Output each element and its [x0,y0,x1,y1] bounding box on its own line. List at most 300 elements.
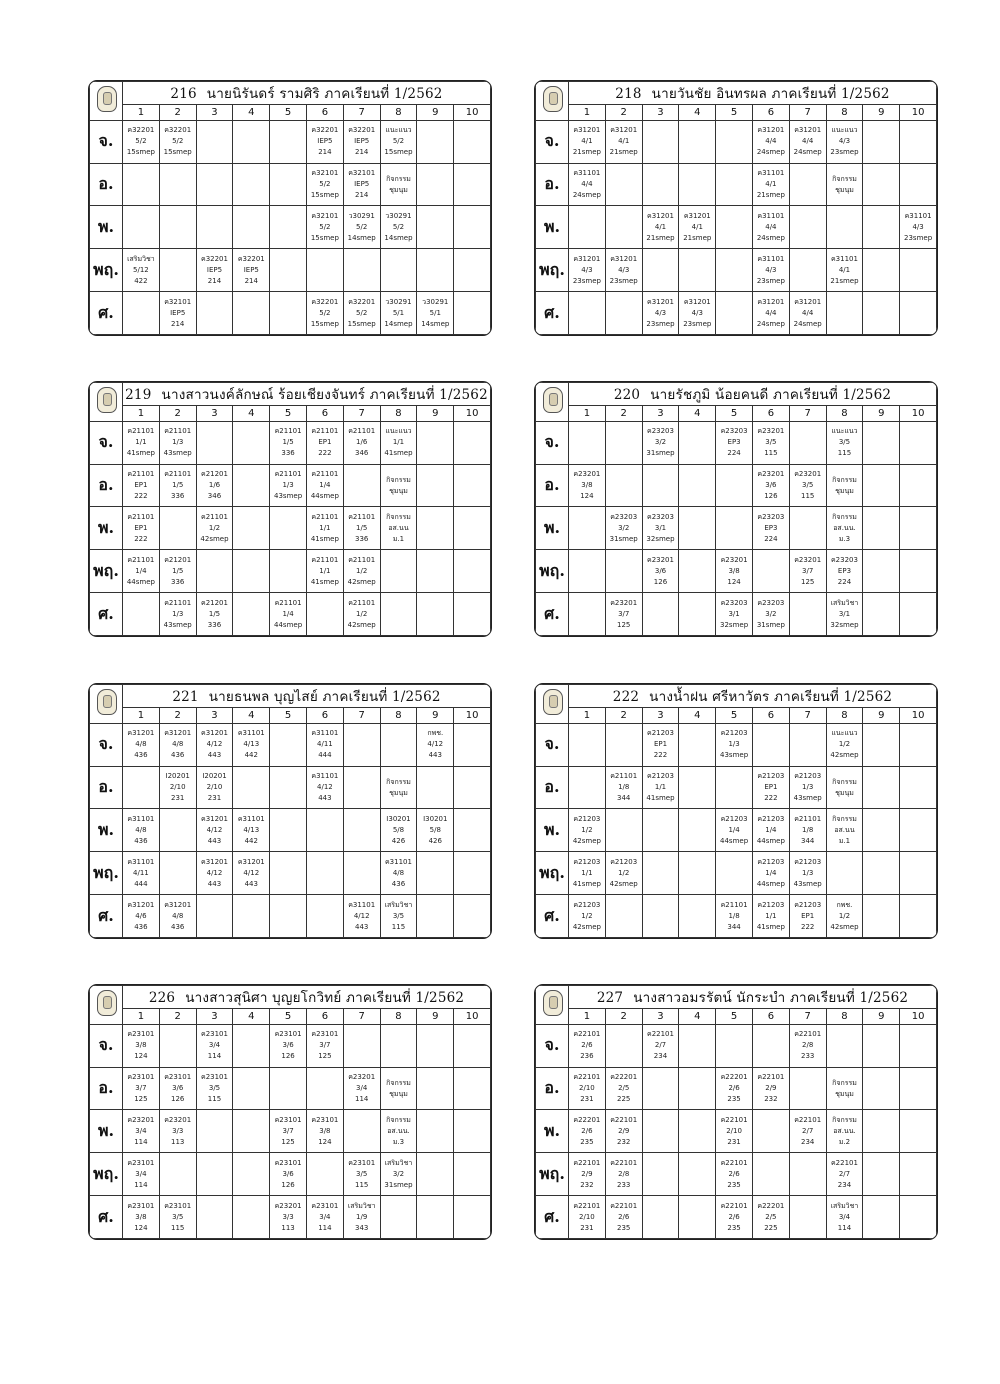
day-label: อ. [90,1067,123,1110]
timetable-cell [454,163,491,206]
cell-line: 235 [727,1180,741,1189]
school-emblem-icon [543,990,563,1016]
timetable-cell [752,1067,789,1110]
cell-line: 222 [134,492,148,501]
cell-line: 113 [171,1137,185,1146]
timetable-cell [826,1196,863,1239]
timetable-cell [196,766,233,809]
period-header-2: 2 [605,406,642,421]
cell-line: 236 [580,1052,594,1061]
cell-line: 1/4 [765,825,777,834]
cell-line: 41smep [384,449,413,458]
timetable-cell [270,464,307,507]
timetable-cell [343,163,380,206]
cell-line: 2/5 [618,1084,630,1093]
cell-line: ค31201 [164,900,192,909]
cell-line: 1/2 [838,911,851,920]
cell-line: 222 [800,922,815,931]
cell-line: 4/11 [133,868,149,877]
school-emblem-icon [97,86,117,112]
cell-line: ค31201 [610,126,638,135]
day-row [536,766,937,809]
cell-line: 124 [727,577,741,586]
timetable-cell [270,593,307,636]
cell-line: 1/4 [282,609,294,618]
timetable-cell [863,723,900,766]
timetable-cell [417,120,454,163]
timetable-cell [306,163,343,206]
cell-line: 24smep [793,148,822,157]
cell-line: 436 [171,922,185,931]
cell-line: 443 [354,922,369,931]
timetable-cell [900,1196,937,1239]
cell-line: 344 [617,794,631,803]
cell-line: แนะแนว [831,427,858,436]
timetable-cell [826,1067,863,1110]
cell-line: ค21203 [794,772,822,781]
timetable-cell [569,895,606,938]
timetable-cell [417,1024,454,1067]
cell-line: ค32201 [348,297,376,306]
cell-line: กิจกรรม [386,512,411,521]
cell-line: ม.3 [392,1137,405,1146]
timetable-cell [343,206,380,249]
period-header-5: 5 [270,1009,307,1024]
cell-line: กพช. [427,729,444,738]
period-header-4: 4 [233,105,270,120]
cell-line: 31smep [756,620,785,629]
timetable-cell [233,1067,270,1110]
timetable-cell [826,1024,863,1067]
cell-line: ค23203 [647,512,674,521]
timetable-cell [716,852,753,895]
cell-line: 2/10 [579,1084,595,1093]
timetable-cell [605,206,642,249]
timetable-cell [233,723,270,766]
timetable-cell [123,206,160,249]
timetable-cell [900,120,937,163]
cell-line: 3/1 [728,609,740,618]
timetable-cell [196,464,233,507]
cell-line: ค21203 [647,772,674,781]
cell-line: ค21101 [348,427,376,436]
period-header-1: 1 [123,406,160,421]
cell-line: ค22101 [794,1030,822,1039]
cell-line: ค22101 [610,1158,638,1167]
timetable-cell [789,249,826,292]
period-header-8: 8 [380,105,417,120]
cell-line: 234 [837,1180,852,1189]
timetable-cell [863,1196,900,1239]
period-header-3: 3 [196,1009,233,1024]
day-label: พฤ. [536,1153,569,1196]
cell-line: 222 [764,794,778,803]
timetable-cell [454,809,491,852]
cell-line: ค23101 [348,1158,376,1167]
cell-line: เสริมวิชา [830,1201,859,1210]
cell-line: กพช. [836,900,853,909]
timetable-cell [679,1024,716,1067]
timetable-cell [159,206,196,249]
cell-line: 4/8 [135,825,147,834]
timetable-cell [826,421,863,464]
period-header-1: 1 [569,105,606,120]
card-title [123,685,491,708]
cell-line: 234 [653,1052,668,1061]
period-header-3: 3 [196,105,233,120]
day-label: ศ. [90,292,123,335]
period-header-8: 8 [826,708,863,723]
day-row [536,421,937,464]
timetable-cell [900,852,937,895]
cell-line: 15smep [310,191,339,200]
timetable-cell [343,507,380,550]
timetable-cell [270,421,307,464]
cell-line: 1/3 [172,438,184,447]
cell-line: 5/8 [392,825,405,834]
cell-line: EP3 [764,523,778,532]
teacher-name-term: นายวันชัย อินทรผล ภาคเรียนที่ 1/2562 [651,86,890,103]
cell-line: 214 [244,276,258,285]
timetable-cell [752,163,789,206]
cell-line: IEP5 [354,137,370,146]
day-row [90,421,491,464]
cell-line: 3/5 [172,1212,184,1221]
period-header-8: 8 [380,1009,417,1024]
timetable-cell [826,206,863,249]
timetable-cell [569,1110,606,1153]
timetable-cell [454,464,491,507]
timetable-cell [642,421,679,464]
timetable-cell [605,1153,642,1196]
timetable-cell [716,723,753,766]
cell-line: ค22101 [610,1201,638,1210]
cell-line: 232 [580,1180,594,1189]
cell-line: 4/12 [206,740,223,749]
timetable-cell [716,249,753,292]
cell-line: 4/4 [802,308,814,317]
cell-line: ค21101 [127,470,155,479]
timetable-cell [826,249,863,292]
cell-line: ค31201 [610,254,638,263]
cell-line: 3/4 [838,1212,851,1221]
cell-line: 3/5 [838,438,851,447]
cell-line: ค32101 [164,297,192,306]
timetable-cell [900,249,937,292]
cell-line: 3/8 [135,1212,147,1221]
timetable-cell [306,1024,343,1067]
timetable-cell [159,1196,196,1239]
timetable-cell [196,809,233,852]
cell-line: กิจกรรม [832,814,857,823]
cell-line: อส.นน. [833,1126,856,1135]
day-label: จ. [536,421,569,464]
cell-line: 24smep [793,319,822,328]
cell-line: 124 [134,1052,148,1061]
day-row [536,550,937,593]
timetable-cell [270,507,307,550]
cell-line: ค31101 [757,254,785,263]
cell-line: ค22101 [720,1158,748,1167]
timetable-cell [605,550,642,593]
period-header-3: 3 [196,406,233,421]
cell-line: ค23201 [757,427,785,436]
cell-line: 15smep [384,148,413,157]
timetable-cell [679,1067,716,1110]
cell-line: 23smep [904,233,933,242]
timetable-cell [454,421,491,464]
cell-line: ค21101 [794,814,822,823]
period-header-10: 10 [454,105,491,120]
timetable-cell [123,895,160,938]
timetable-cell [826,895,863,938]
cell-line: 231 [727,1137,741,1146]
cell-line: 125 [134,1095,148,1104]
cell-line: 2/6 [581,1126,593,1135]
timetable-cell [380,550,417,593]
cell-line: 443 [207,836,222,845]
cell-line: 15smep [163,148,192,157]
cell-line: ค23201 [164,1115,192,1124]
cell-line: ค21101 [720,900,748,909]
cell-line: 4/3 [765,265,777,274]
period-header-7: 7 [343,708,380,723]
timetable-cell [863,809,900,852]
timetable-cell [716,163,753,206]
timetable-cell [569,723,606,766]
cell-line: 231 [580,1095,594,1104]
cell-line: ค21203 [573,857,601,866]
timetable-cell [417,852,454,895]
cell-line: ชุมนุม [389,486,408,495]
timetable-cell [752,464,789,507]
timetable-cell [716,809,753,852]
timetable-cell [642,1196,679,1239]
cell-line: 44smep [126,577,155,586]
cell-line: ค31101 [831,254,858,263]
timetable-cell [863,550,900,593]
cell-line: 336 [207,620,222,629]
cell-line: ค23101 [311,1115,339,1124]
cell-line: ค31101 [127,814,155,823]
cell-line: 442 [244,751,258,760]
cell-line: 436 [391,879,406,888]
timetable-cell [752,1153,789,1196]
timetable-cell [159,1110,196,1153]
timetable-cell [679,120,716,163]
timetable-cell [642,1024,679,1067]
cell-line: 436 [171,751,185,760]
cell-line: ค32201 [201,254,228,263]
timetable-cell [752,809,789,852]
period-header-7: 7 [789,406,826,421]
cell-line: 4/12 [243,868,260,877]
timetable-cell [306,464,343,507]
timetable-cell [306,1153,343,1196]
timetable-cell [789,464,826,507]
period-header-2: 2 [159,406,196,421]
cell-line: เสริมวิชา [127,254,155,263]
timetable-cell [270,852,307,895]
timetable-cell [123,723,160,766]
card-title [123,82,491,105]
cell-line: 231 [171,794,185,803]
cell-line: ค31201 [794,126,822,135]
timetable-cell [233,163,270,206]
day-row [536,1110,937,1153]
timetable-cell [569,809,606,852]
cell-line: 5/2 [172,137,184,146]
cell-line: ค31201 [683,211,711,220]
timetable-cell [900,1024,937,1067]
timetable-cell [642,163,679,206]
cell-line: 5/12 [133,265,149,274]
timetable-cell [417,163,454,206]
timetable-cell [380,1153,417,1196]
cell-line: 3/8 [728,566,740,575]
timetable-cell [679,163,716,206]
day-row [536,206,937,249]
timetable-cell [123,1153,160,1196]
timetable-cell [716,1067,753,1110]
cell-line: 115 [354,1180,369,1189]
cell-line: ชุมนุม [835,788,854,797]
cell-line: 336 [171,492,185,501]
timetable-cell [306,206,343,249]
timetable-cell [417,723,454,766]
period-header-3: 3 [642,708,679,723]
cell-line: 4/4 [765,308,777,317]
timetable-card-220 [534,381,938,637]
cell-line: 21smep [756,191,785,200]
cell-line: 2/9 [581,1169,593,1178]
cell-line: กิจกรรม [832,475,857,484]
day-row [536,163,937,206]
timetable-cell [417,1196,454,1239]
timetable-cell [752,766,789,809]
day-label: อ. [536,766,569,809]
period-header-2: 2 [605,1009,642,1024]
timetable-cell [789,421,826,464]
cell-line: I30201 [423,814,448,823]
day-label: ศ. [90,593,123,636]
cell-line: EP3 [727,438,741,447]
timetable-cell [679,895,716,938]
timetable-cell [605,1196,642,1239]
day-label: จ. [90,120,123,163]
cell-line: 422 [134,276,148,285]
cell-line: 2/10 [726,1126,742,1135]
timetable-cell [863,464,900,507]
timetable-cell [343,1067,380,1110]
cell-line: ค32201 [348,126,376,135]
timetable-cell [789,723,826,766]
cell-line: 113 [281,1223,295,1232]
cell-line: 114 [207,1052,222,1061]
timetable-cell [605,723,642,766]
timetable-cell [900,550,937,593]
cell-line: 125 [617,620,631,629]
timetable-cell [900,163,937,206]
timetable-cell [343,852,380,895]
timetable-cell [306,120,343,163]
card-title [123,986,491,1009]
cell-line: 4/11 [317,740,333,749]
period-header-8: 8 [826,1009,863,1024]
timetable-cell [569,593,606,636]
timetable-cell [454,1196,491,1239]
cell-line: ค22101 [720,1115,748,1124]
cell-line: 41smep [126,449,155,458]
day-label: พ. [90,1110,123,1153]
day-label: พฤ. [90,852,123,895]
cell-line: 21smep [830,276,859,285]
cell-line: 5/1 [429,308,441,317]
timetable-cell [569,1196,606,1239]
cell-line: ค21203 [610,857,638,866]
cell-line: 444 [318,751,332,760]
cell-line: 1/5 [282,438,294,447]
cell-line: เสริมวิชา [384,1158,413,1167]
timetable-cell [716,766,753,809]
timetable-cell [233,120,270,163]
timetable-cell [789,593,826,636]
cell-line: 224 [837,577,852,586]
school-emblem-icon [97,689,117,715]
cell-line: 1/1 [319,523,331,532]
day-row [90,1024,491,1067]
period-header-4: 4 [679,105,716,120]
period-header-5: 5 [270,105,307,120]
period-header-4: 4 [679,1009,716,1024]
cell-line: 224 [727,449,741,458]
timetable-cell [679,421,716,464]
cell-line: 14smep [347,233,376,242]
timetable-cell [863,249,900,292]
cell-line: ค21201 [201,470,228,479]
timetable-cell [123,507,160,550]
timetable-cell [123,593,160,636]
cell-line: ค21101 [127,555,155,564]
cell-line: ค31101 [237,729,265,738]
cell-line: 1/8 [618,783,630,792]
cell-line: 124 [580,492,594,501]
cell-line: ค31101 [348,900,376,909]
cell-line: 4/3 [691,308,703,317]
timetable-cell [789,1110,826,1153]
timetable-cell [380,1024,417,1067]
timetable-cell [789,120,826,163]
period-header-1: 1 [569,406,606,421]
cell-line: 214 [354,191,369,200]
cell-line: ค31201 [201,729,228,738]
cell-line: 4/1 [654,222,667,231]
cell-line: 5/2 [319,222,331,231]
cell-line: 5/2 [392,137,405,146]
timetable-cell [642,120,679,163]
period-header-3: 3 [642,1009,679,1024]
cell-line: 214 [207,276,222,285]
period-header-8: 8 [826,105,863,120]
timetable-cell [716,507,753,550]
cell-line: ค23203 [720,598,748,607]
cell-line: 1/5 [208,609,221,618]
cell-line: 42smep [572,922,601,931]
cell-line: ค31201 [127,729,155,738]
timetable-cell [605,852,642,895]
period-header-5: 5 [716,708,753,723]
timetable-cell [679,723,716,766]
